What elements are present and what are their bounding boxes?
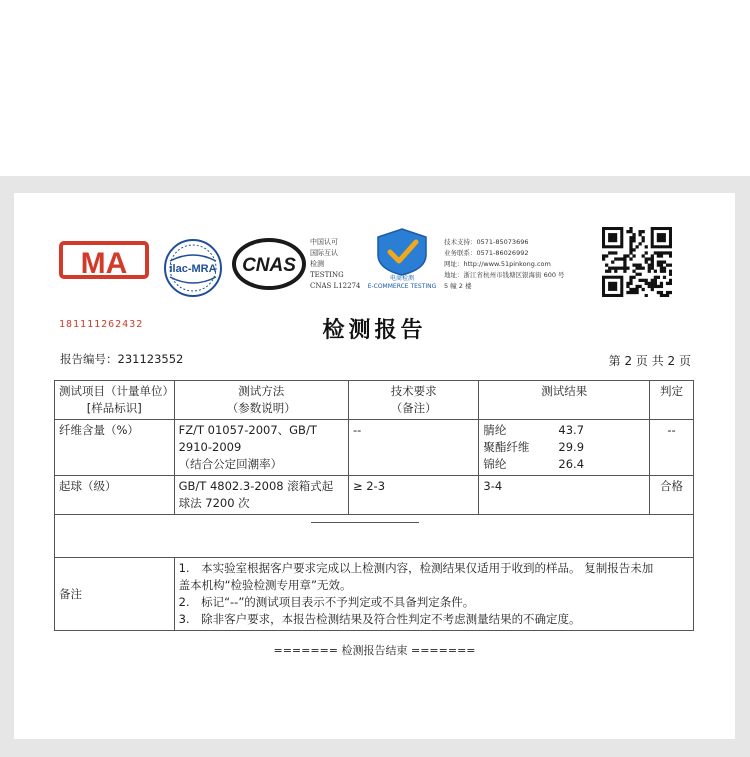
- report-number-label: 报告编号：: [60, 352, 118, 366]
- remarks-label: 备注: [55, 558, 175, 631]
- cnas-info-line: 国际互认: [310, 249, 338, 257]
- row-verdict: --: [650, 420, 694, 476]
- contact-line: 5 幢 2 楼: [444, 282, 472, 290]
- remark-line: 1. 本实验室根据客户要求完成以上检测内容，检测结果仅适用于收到的样品。 复制报告未加: [178, 561, 654, 575]
- row-verdict: 合格: [650, 476, 694, 515]
- row-result: 3-4: [479, 476, 650, 515]
- row-requirement: --: [348, 420, 478, 476]
- header-requirement: 技术要求 （备注）: [348, 381, 478, 420]
- results-table: [54, 380, 694, 631]
- fiber-result: 腈纶 43.7: [483, 423, 585, 437]
- contact-line: 技术支持：0571-85073696: [444, 238, 529, 246]
- remark-line: 3. 除非客户要求，本报告检测结果及符合性判定不考虑测量结果的不确定度。: [178, 612, 581, 626]
- table-header-row: [55, 381, 694, 420]
- cnas-info-line: CNAS L12274: [310, 282, 361, 290]
- blank-row: [55, 515, 694, 558]
- cma-logo-text: MA: [80, 247, 128, 280]
- blank-cell: [55, 515, 694, 558]
- cnas-info-line: TESTING: [310, 271, 344, 279]
- page-info: 第 2 页 共 2 页: [608, 354, 691, 368]
- ilac-text: ilac-MRA: [169, 263, 217, 275]
- cnas-info: [310, 237, 360, 292]
- fiber-result: 锦纶 26.4: [483, 457, 585, 471]
- header-item: 测试项目（计量单位） [样品标识]: [55, 381, 175, 420]
- contact-line: 地址：浙江省杭州市钱塘区银海街 600 号: [444, 271, 565, 279]
- cma-code: 181111262432: [59, 319, 144, 330]
- report-number: [60, 351, 183, 367]
- row-requirement: ≥ 2-3: [348, 476, 478, 515]
- ecommerce-label-en: E-COMMERCE TESTING: [367, 283, 437, 290]
- cma-logo: [59, 233, 149, 330]
- cnas-info-line: 中国认可: [310, 238, 338, 246]
- table-row: [55, 420, 694, 476]
- blank-divider: [311, 522, 419, 523]
- row-result: [479, 420, 650, 476]
- table-row: [55, 476, 694, 515]
- contact-info: [444, 237, 565, 292]
- qr-code: [602, 227, 672, 301]
- row-method: FZ/T 01057-2007、GB/T 2910-2009 （结合公定回潮率）: [174, 420, 348, 476]
- cnas-text: CNAS: [242, 255, 296, 276]
- remark-line: 盖本机构“检验检测专用章”无效。: [178, 578, 352, 592]
- ecommerce-label-cn: 电商检测: [389, 275, 414, 282]
- row-item: 起球（级）: [55, 476, 175, 515]
- contact-line: 业务联系：0571-86026992: [444, 249, 529, 257]
- page-title: 检测报告: [322, 317, 427, 343]
- remarks-row: [55, 558, 694, 631]
- row-method: GB/T 4802.3-2008 滚箱式起 球法 7200 次: [174, 476, 348, 515]
- fiber-result: 聚酯纤维 29.9: [483, 440, 585, 454]
- header-result: 测试结果: [479, 381, 650, 420]
- report-number-value: 231123552: [117, 352, 184, 366]
- report-sheet: [14, 193, 735, 739]
- cnas-logo: [230, 235, 308, 297]
- header-verdict: 判定: [650, 381, 694, 420]
- report-end-marker: ======= 检测报告结束 =======: [273, 644, 476, 657]
- remarks-content: [174, 558, 693, 631]
- contact-line: 网址：http://www.51pinkong.com: [444, 260, 551, 268]
- cnas-info-line: 检测: [310, 260, 324, 268]
- header-method: 测试方法 （参数说明）: [174, 381, 348, 420]
- remark-line: 2. 标记“--”的测试项目表示不予判定或不具备判定条件。: [178, 595, 475, 609]
- ilac-mra-logo: [162, 237, 224, 303]
- row-item: 纤维含量（%）: [55, 420, 175, 476]
